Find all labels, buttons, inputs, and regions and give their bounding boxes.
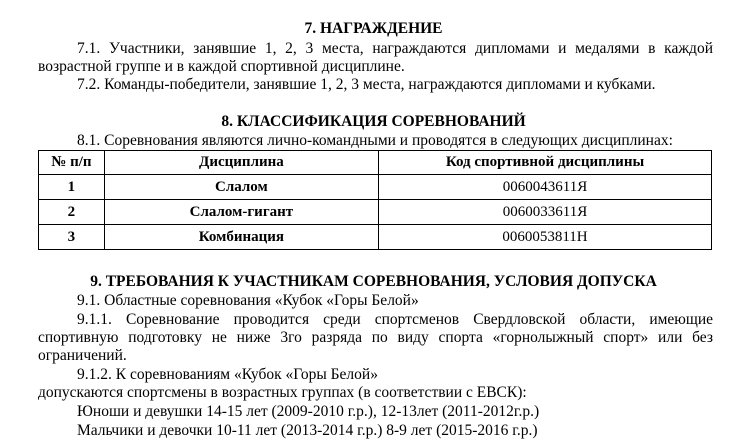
table-row bbox=[39, 175, 712, 200]
row-discipline: Комбинация bbox=[104, 225, 378, 250]
disciplines-table bbox=[38, 150, 712, 250]
section-7-2-paragraph: 7.2. Команды-победители, занявшие 1, 2, 3 места, награждаются дипломами и кубками. bbox=[77, 76, 656, 93]
table-row bbox=[39, 200, 712, 225]
section-8-heading: 8. КЛАССИФИКАЦИЯ СОРЕВНОВАНИЙ bbox=[221, 113, 526, 130]
row-number: 1 bbox=[39, 175, 105, 200]
row-number: 3 bbox=[39, 225, 105, 250]
section-9-1-1-line-3: ограничений. bbox=[38, 347, 127, 364]
age-group-children: Мальчики и девочки 10-11 лет (2013-2014 г.р.) 8-9 лет (2015-2016 г.р.) bbox=[77, 422, 538, 439]
row-discipline: Слалом-гигант bbox=[104, 200, 378, 225]
header-discipline: Дисциплина bbox=[104, 151, 378, 175]
row-number: 2 bbox=[39, 200, 105, 225]
row-code: 0060033611Я bbox=[379, 200, 712, 225]
age-groups-intro: допускаются спортсмены в возрастных группах (в соответствии с ЕВСК): bbox=[38, 384, 527, 401]
row-code: 0060043611Я bbox=[379, 175, 712, 200]
row-code: 0060053811Н bbox=[379, 225, 712, 250]
section-9-1-paragraph: 9.1. Областные соревнования «Кубок «Горы Белой» bbox=[77, 292, 419, 309]
age-group-juniors: Юноши и девушки 14-15 лет (2009-2010 г.р.), 12-13лет (2011-2012г.р.) bbox=[77, 403, 540, 420]
section-9-1-2-paragraph: 9.1.2. К соревнованиям «Кубок «Горы Белой» bbox=[77, 366, 378, 383]
section-7-heading: 7. НАГРАЖДЕНИЕ bbox=[304, 20, 443, 37]
section-7-1-line-2: возрастной группе и в каждой спортивной дисциплине. bbox=[38, 58, 405, 75]
table-header-row bbox=[39, 151, 712, 175]
section-9-heading: 9. ТРЕБОВАНИЯ К УЧАСТНИКАМ СОРЕВНОВАНИЯ, УСЛОВИЯ ДОПУСКА bbox=[90, 273, 657, 290]
section-9-1-1-line-1: 9.1.1. Соревнование проводится среди спортсменов Свердловской области, имеющие bbox=[77, 311, 713, 328]
header-code: Код спортивной дисциплины bbox=[379, 151, 712, 175]
table-row bbox=[39, 225, 712, 250]
section-9-1-1-line-2: спортивную подготовку не ниже 3го разряда по виду спорта «горнолыжный спорт» или без bbox=[38, 329, 713, 346]
section-7-1-line-1: 7.1. Участники, занявшие 1, 2, 3 места, награждаются дипломами и медалями в каждой bbox=[77, 40, 713, 57]
row-discipline: Слалом bbox=[104, 175, 378, 200]
header-number: № п/п bbox=[39, 151, 105, 175]
section-8-1-paragraph: 8.1. Соревнования являются лично-командными и проводятся в следующих дисциплинах: bbox=[77, 132, 673, 149]
